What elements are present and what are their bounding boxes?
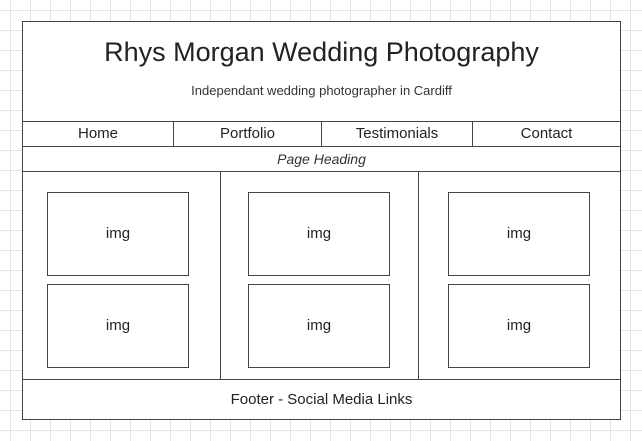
image-placeholder[interactable]: img xyxy=(248,284,390,368)
site-footer: Footer - Social Media Links xyxy=(230,391,413,408)
column-divider xyxy=(220,172,221,379)
site-header xyxy=(23,22,620,122)
image-placeholder[interactable]: img xyxy=(47,284,189,368)
page-heading: Page Heading xyxy=(23,147,620,172)
site-title: Rhys Morgan Wedding Photography xyxy=(104,37,539,67)
image-placeholder[interactable]: img xyxy=(448,284,590,368)
image-placeholder[interactable]: img xyxy=(248,192,390,276)
nav-item-home[interactable]: Home xyxy=(23,122,174,146)
wireframe-page xyxy=(22,21,621,420)
nav-item-portfolio[interactable]: Portfolio xyxy=(174,122,322,146)
column-divider xyxy=(418,172,419,379)
site-tagline: Independant wedding photographer in Cardiff xyxy=(191,83,452,98)
gallery-grid xyxy=(23,172,620,380)
nav-item-testimonials[interactable]: Testimonials xyxy=(322,122,473,146)
image-placeholder[interactable]: img xyxy=(448,192,590,276)
main-nav xyxy=(23,122,620,147)
image-placeholder[interactable]: img xyxy=(47,192,189,276)
nav-item-contact[interactable]: Contact xyxy=(520,125,573,142)
